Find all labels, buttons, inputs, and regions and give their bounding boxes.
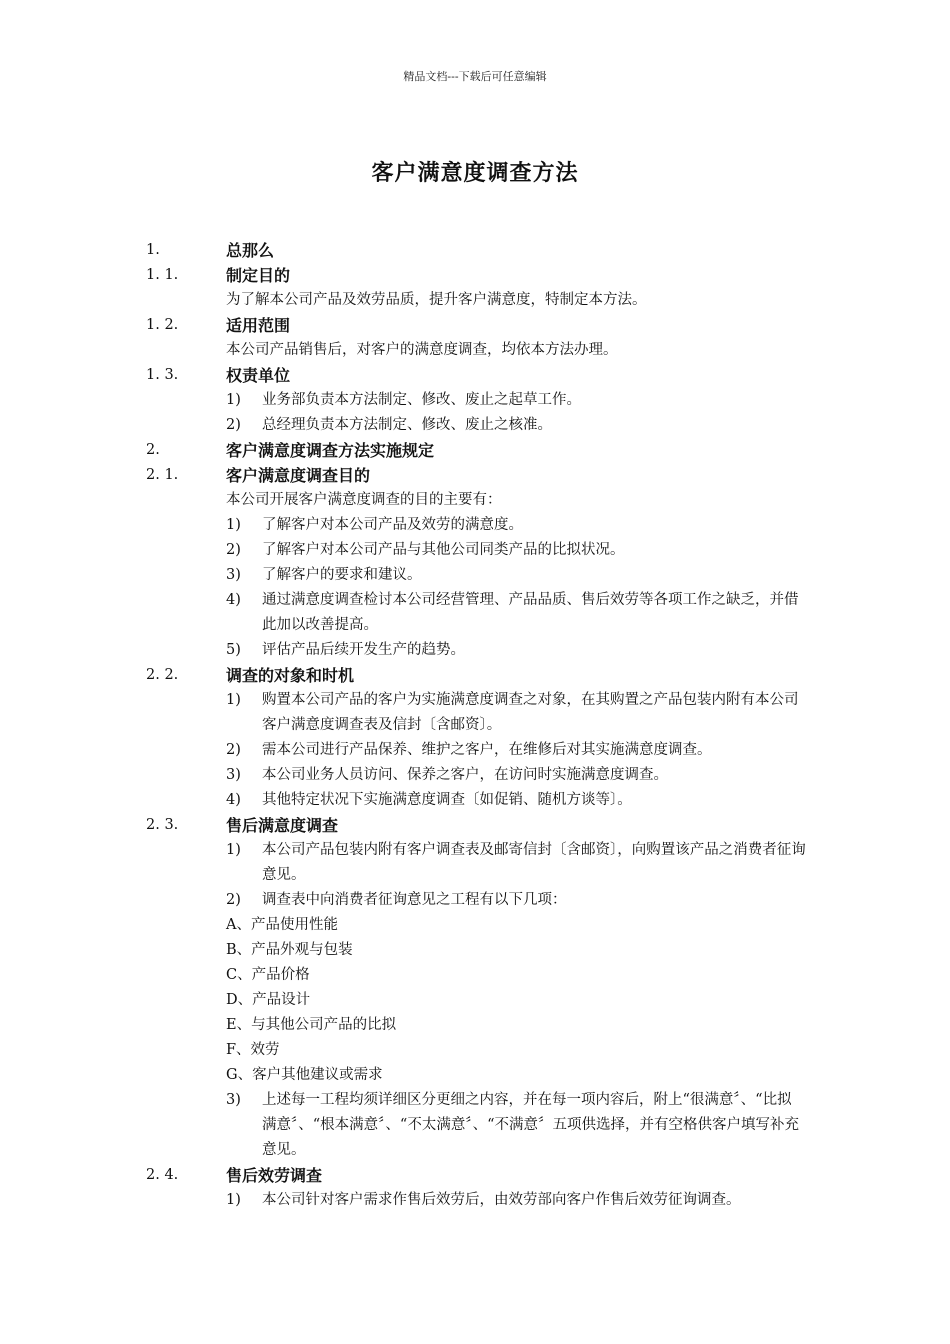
section-heading xyxy=(146,363,806,388)
section-number: 1. 3. xyxy=(146,367,179,383)
section-number: 2. 4. xyxy=(146,1167,179,1183)
list-item-number: 3) xyxy=(226,567,241,583)
section-title: 适用范围 xyxy=(226,316,291,335)
section-number: 2. 1. xyxy=(146,467,179,483)
section-title: 售后效劳调查 xyxy=(226,1166,323,1185)
lettered-item: C、产品价格 xyxy=(226,967,310,983)
paragraph: 为了解本公司产品及效劳品质，提升客户满意度，特制定本方法。 xyxy=(226,292,647,308)
section-title: 总那么 xyxy=(226,241,275,260)
list-item-number: 1) xyxy=(226,692,241,708)
section-number: 1. 2. xyxy=(146,317,179,333)
list-item-number: 4) xyxy=(226,792,241,808)
list-item xyxy=(146,838,806,888)
lettered-item: E、与其他公司产品的比拟 xyxy=(226,1017,397,1033)
section-title: 权责单位 xyxy=(226,366,291,385)
list-item-text: 需本公司进行产品保养、维护之客户，在维修后对其实施满意度调查。 xyxy=(262,742,712,758)
list-item-number: 2) xyxy=(226,542,241,558)
list-item-number: 1) xyxy=(226,392,241,408)
list-item-number: 1) xyxy=(226,1192,241,1208)
list-item xyxy=(146,763,806,788)
section-heading xyxy=(146,813,806,838)
lettered-item: G、客户其他建议或需求 xyxy=(226,1067,383,1083)
section-heading xyxy=(146,313,806,338)
list-item-text: 本公司产品包装内附有客户调查表及邮寄信封〔含邮资〕，向购置该产品之消费者征询意见。 xyxy=(262,842,806,883)
list-item xyxy=(146,513,806,538)
list-item-number: 3) xyxy=(226,1092,241,1108)
section-heading xyxy=(146,238,806,263)
list-item-text: 调查表中向消费者征询意见之工程有以下几项： xyxy=(262,892,567,908)
list-item-number: 3) xyxy=(226,767,241,783)
list-item-text: 本公司业务人员访问、保养之客户，在访问时实施满意度调查。 xyxy=(262,767,668,783)
section-title: 客户满意度调查目的 xyxy=(226,466,371,485)
list-item-number: 4) xyxy=(226,592,241,608)
list-item-number: 5) xyxy=(226,642,241,658)
list-item-number: 2) xyxy=(226,742,241,758)
section-number: 1. 1. xyxy=(146,267,179,283)
list-item xyxy=(146,1088,806,1163)
list-item-text: 上述每一工程均须详细区分更细之内容，并在每一项内容后，附上“很满意〞、“比拟满意〞、“根本满意〞、“不太满意〞、“不满意〞五项供选择，并有空格供客户填写补充意见。 xyxy=(262,1092,799,1158)
list-item xyxy=(146,588,806,638)
section-heading xyxy=(146,663,806,688)
list-item-text: 本公司针对客户需求作售后效劳后，由效劳部向客户作售后效劳征询调查。 xyxy=(262,1192,741,1208)
page-header: 精品文档---下载后可任意编辑 xyxy=(403,70,547,83)
section-title: 调查的对象和时机 xyxy=(226,666,355,685)
list-item-number: 1) xyxy=(226,517,241,533)
list-item-text: 业务部负责本方法制定、修改、废止之起草工作。 xyxy=(262,392,581,408)
section-title: 客户满意度调查方法实施规定 xyxy=(226,441,435,460)
list-item-text: 了解客户对本公司产品及效劳的满意度。 xyxy=(262,517,523,533)
list-item xyxy=(146,388,806,413)
section-heading xyxy=(146,1163,806,1188)
list-item-number: 2) xyxy=(226,417,241,433)
list-item xyxy=(146,688,806,738)
section-number: 1. xyxy=(146,242,160,258)
lettered-item: D、产品设计 xyxy=(226,992,311,1008)
list-item xyxy=(146,888,806,913)
list-item-text: 了解客户对本公司产品与其他公司同类产品的比拟状况。 xyxy=(262,542,625,558)
list-item xyxy=(146,788,806,813)
list-item-text: 其他特定状况下实施满意度调查〔如促销、随机方谈等〕。 xyxy=(262,792,632,808)
list-item-text: 了解客户的要求和建议。 xyxy=(262,567,422,583)
section-heading xyxy=(146,438,806,463)
lettered-item: B、产品外观与包装 xyxy=(226,942,353,958)
list-item-text: 总经理负责本方法制定、修改、废止之核准。 xyxy=(262,417,552,433)
list-item-number: 1) xyxy=(226,842,241,858)
section-number: 2. xyxy=(146,442,160,458)
section-number: 2. 2. xyxy=(146,667,179,683)
list-item-text: 评估产品后续开发生产的趋势。 xyxy=(262,642,465,658)
list-item-number: 2) xyxy=(226,892,241,908)
list-item xyxy=(146,413,806,438)
section-title: 制定目的 xyxy=(226,266,291,285)
paragraph: 本公司产品销售后，对客户的满意度调查，均依本方法办理。 xyxy=(226,342,618,358)
section-heading xyxy=(146,263,806,288)
list-item xyxy=(146,738,806,763)
paragraph: 本公司开展客户满意度调查的目的主要有： xyxy=(226,492,502,508)
list-item xyxy=(146,1188,806,1213)
list-item xyxy=(146,638,806,663)
list-item-text: 通过满意度调查检讨本公司经营管理、产品品质、售后效劳等各项工作之缺乏，并借此加以改善提高。 xyxy=(262,592,799,633)
lettered-item: F、效劳 xyxy=(226,1042,280,1058)
list-item-text: 购置本公司产品的客户为实施满意度调查之对象，在其购置之产品包装内附有本公司客户满意度调查表及信封〔含邮资〕。 xyxy=(262,692,799,733)
section-number: 2. 3. xyxy=(146,817,179,833)
list-item xyxy=(146,538,806,563)
list-item xyxy=(146,563,806,588)
section-heading xyxy=(146,463,806,488)
lettered-item: A、产品使用性能 xyxy=(226,917,338,933)
document-body xyxy=(146,238,806,1213)
section-title: 售后满意度调查 xyxy=(226,816,339,835)
document-title: 客户满意度调查方法 xyxy=(371,161,579,186)
